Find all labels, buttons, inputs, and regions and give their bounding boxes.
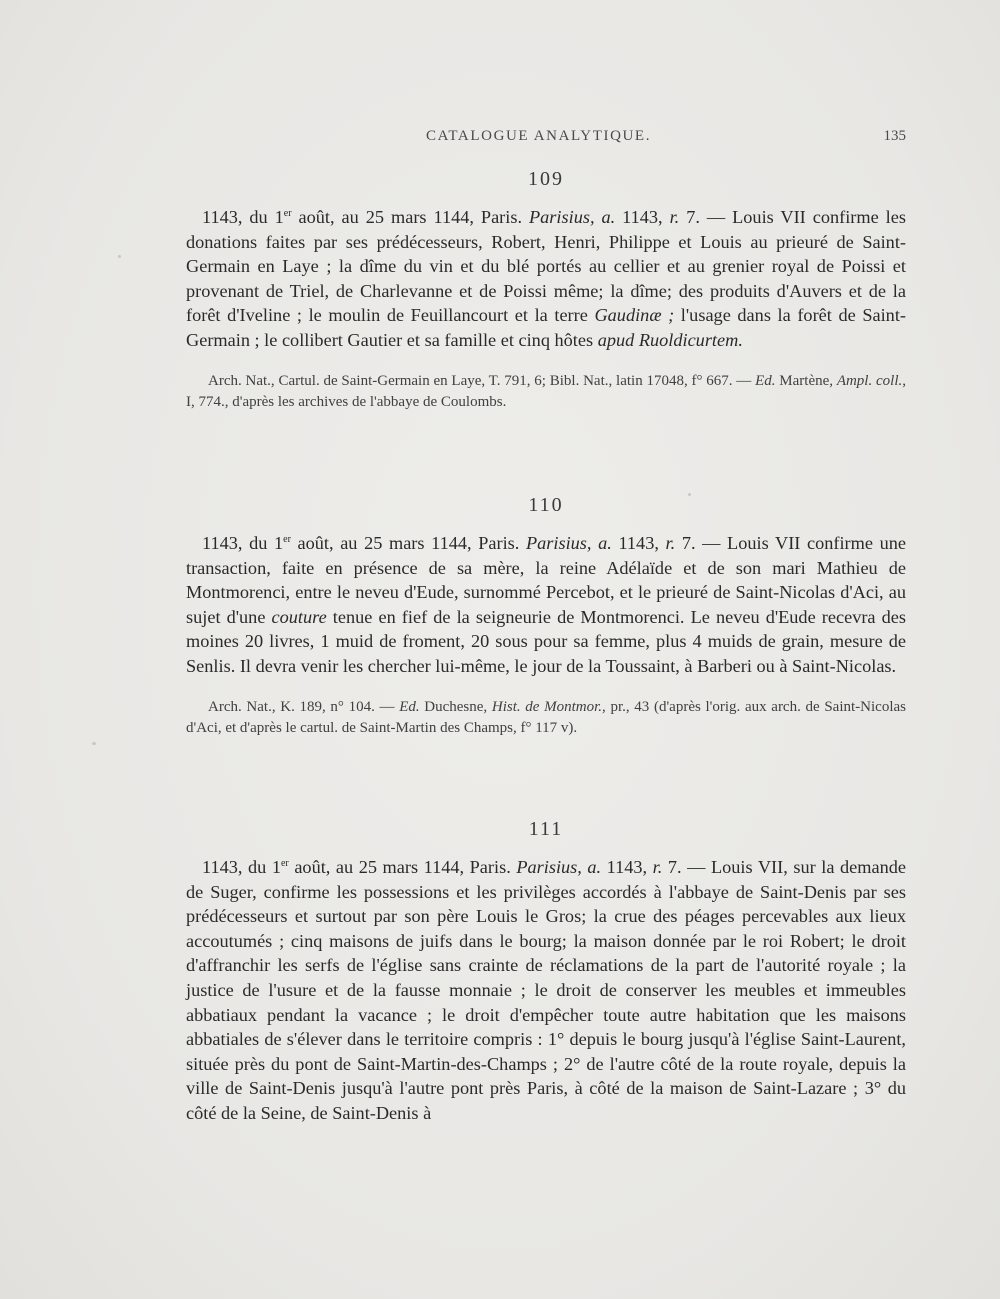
entry-body-text: l'usage dans la forêt de Saint-Germain ; le collibert Gautier et sa famille et cinq hôtes bbox=[186, 305, 906, 350]
entry-date-rest: août, au 25 mars 1144, Paris. bbox=[291, 207, 529, 227]
entry-date: 1143, du 1 bbox=[202, 857, 281, 877]
entry-date-rest: août, au 25 mars 1144, Paris. bbox=[288, 857, 517, 877]
place-latin: Parisius, a. bbox=[516, 857, 602, 877]
source-text: , I, 774., d'après les archives de l'abbaye de Coulombs. bbox=[186, 372, 906, 410]
reference: 1143, bbox=[601, 857, 653, 877]
reference-italic: r. bbox=[665, 533, 676, 553]
entry-number: 111 bbox=[528, 818, 564, 840]
latin-term: apud Ruoldicurtem. bbox=[597, 329, 743, 350]
entry-body-text: 7. — Louis VII, sur la demande de Suger, confirme les possessions et les privilèges accordés à l'abbaye de Saint-Denis par ses prédécesseurs et surtout par son père Louis le Gros; la crue des péages percevables aux lieux accoutumés ; cinq maisons de juifs dans le bourg; la maison donnée par le roi Robert; le droit d'affranchir les serfs de l'église sans crainte de réclamations de la part de l'autorité royale ; la justice de l'usure et de la fausse monnaie ; le droit de conserver les meubles et immeubles abbatiaux pendant la vacance ; le droit d'empêcher toute autre habitation que les maisons abbatiales de s'élever dans le territoire compris : 1° depuis le bourg jusqu'à l'église Saint-Laurent, située près du pont de Saint-Martin-des-Champs ; 2° de l'autre côté de la route royale, depuis la ville de Saint-Denis jusqu'à l'autre pont près Paris, à côté de la maison de Saint-Lazare ; 3° du côté de la Seine, de Saint-Denis à bbox=[186, 857, 906, 1123]
reference: 1143, bbox=[615, 207, 670, 227]
reference-italic: r. bbox=[652, 857, 663, 877]
entry-date: 1143, du 1 bbox=[202, 533, 284, 553]
entry-date-rest: août, au 25 mars 1144, Paris. bbox=[290, 533, 526, 553]
entry-source bbox=[186, 371, 906, 413]
entry-text bbox=[186, 205, 906, 353]
entry-body-text: 7. — Louis VII confirme les donations faites par ses prédécesseurs, Robert, Henri, Philippe et Louis au prieuré de Saint-Germain en Laye ; la dîme du vin et du blé portés au cellier et au grenier royal de Poissi et provenant de Triel, de Charlevanne et de Poissi même; la dîme; des produits d'Auvers et de la forêt d'Iveline ; le moulin de Feuillancourt et la terre bbox=[186, 207, 906, 326]
entry-111 bbox=[186, 818, 906, 1126]
latin-term: Gaudinæ ; bbox=[594, 305, 675, 326]
entry-text bbox=[186, 855, 906, 1126]
entry-text bbox=[186, 531, 906, 679]
page-header bbox=[186, 128, 906, 152]
latin-term: couture bbox=[271, 606, 327, 627]
source-text: Duchesne, bbox=[419, 698, 492, 715]
source-text: Arch. Nat., Cartul. de Saint-Germain en Laye, T. 791, 6; Bibl. Nat., latin 17048, f° 667. — bbox=[208, 372, 756, 389]
superscript: er bbox=[283, 533, 291, 545]
paper-speck bbox=[92, 742, 96, 745]
source-ed: Ed. bbox=[399, 698, 420, 715]
reference-italic: r. bbox=[669, 207, 680, 227]
paper-speck bbox=[688, 493, 691, 496]
source-text: , pr., 43 (d'après l'orig. aux arch. de Saint-Nicolas d'Aci, et d'après le cartul. de Saint-Martin des Champs, f° 117 v). bbox=[186, 698, 906, 736]
superscript: er bbox=[283, 207, 292, 219]
source-text: Martène, bbox=[775, 372, 837, 389]
entry-body-text: tenue en fief de la seigneurie de Montmorenci. Le neveu d'Eude recevra des moines 20 livres, 1 muid de froment, 20 sous pour sa femme, plus 4 muids de grain, mesure de Senlis. Il devra venir les chercher lui-même, le jour de la Toussaint, à Barberi ou à Saint-Nicolas. bbox=[186, 606, 906, 676]
paper-speck bbox=[118, 255, 121, 258]
running-title: CATALOGUE ANALYTIQUE. bbox=[426, 128, 652, 144]
entry-number: 109 bbox=[528, 168, 564, 190]
entry-109 bbox=[186, 168, 906, 413]
entry-number: 110 bbox=[528, 494, 564, 516]
entry-date: 1143, du 1 bbox=[202, 207, 284, 227]
page-number: 135 bbox=[883, 128, 906, 144]
superscript: er bbox=[280, 857, 289, 869]
place-latin: Parisius, a. bbox=[525, 533, 612, 553]
source-ed: Ed. bbox=[755, 372, 776, 389]
entry-source bbox=[186, 697, 906, 739]
place-latin: Parisius, a. bbox=[529, 207, 616, 227]
entry-110 bbox=[186, 494, 906, 739]
source-text: Arch. Nat., K. 189, n° 104. — bbox=[208, 698, 400, 715]
entry-body-text: 7. — Louis VII confirme une transaction, faite en présence de sa mère, la reine Adélaïde et de son mari Mathieu de Montmorenci, entre le neveu d'Eude, surnommé Percebot, et le prieuré de Saint-Nicolas d'Aci, au sujet d'une bbox=[186, 533, 906, 627]
source-title: Hist. de Montmor. bbox=[491, 698, 603, 715]
reference: 1143, bbox=[611, 533, 666, 553]
source-title: Ampl. coll. bbox=[836, 372, 903, 389]
